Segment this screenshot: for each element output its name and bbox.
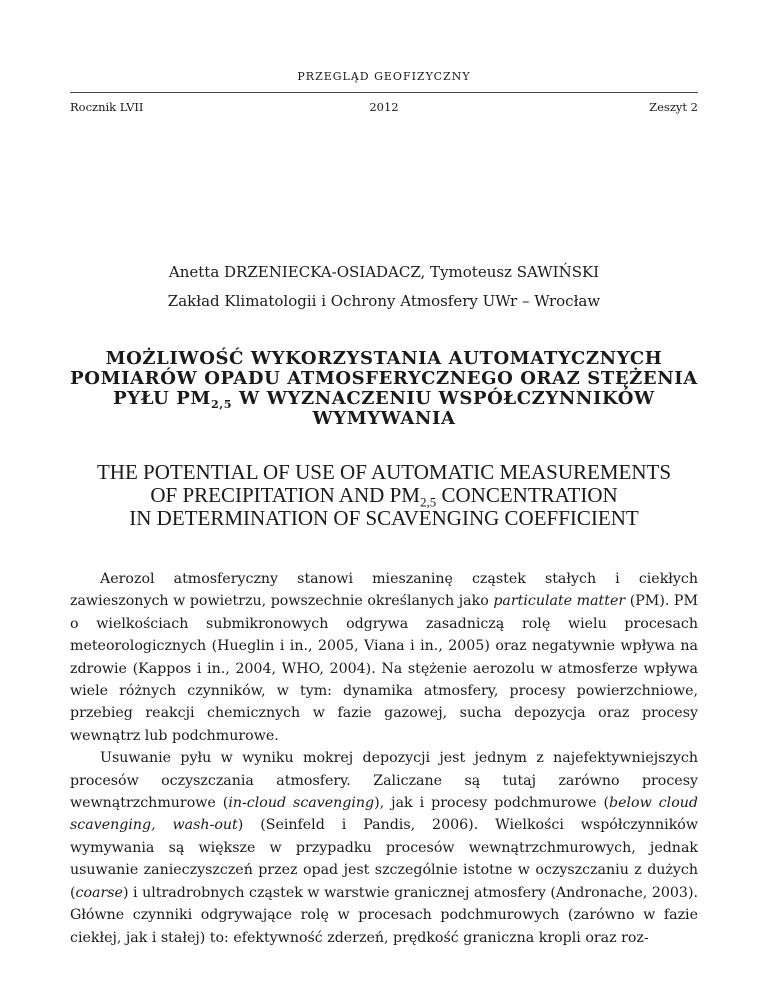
paragraph-text: ), jak i procesy podchmurowe ( [374,795,610,812]
title-pl-line: POMIARÓW OPADU ATMOSFERYCZNEGO ORAZ STĘŻENIA [70,368,698,389]
year-label: 2012 [369,100,399,114]
article-body [70,568,698,949]
paragraph-text: (PM). PM o wielkościach submikronowych odgrywa zasadniczą rolę wielu procesach meteorologicznych (Hueglin i in., 2005, Viana i in., 2005) oraz negatywnie wpływa na zdrowie (Kappos i in., 2004, WHO, 2004). Na stężenie aerozolu w atmosferze wpływa wiele różnych czynników, w tym: dynamika atmosfery, procesy powierzchniowe, przebieg reakcji chemicznych w fazie gazowej, sucha depozycja oraz procesy wewnątrz lub podchmurowe. [70,593,699,744]
paragraph-text: ) i ultradrobnych cząstek w warstwie granicznej atmosfery (Andronache, 2003). Główne czynniki odgrywające rolę w procesach podchmurowych (zarówno w fazie ciekłej, jak i stałej) to: efektywność zderzeń, prędkość graniczna kropli oraz roz- [70,884,698,946]
title-pl-subscript: 2,5 [210,397,233,411]
paragraph [70,747,698,949]
title-pl-text: PYŁU PM [113,388,211,409]
title-polish [70,349,698,429]
paragraph-text: ) (Seinfeld i Pandis, 2006). Wielkości współczynników wymywania są większe w przypadku procesów wewnątrzchmurowych, jednak usuwanie zanieczyszczeń przez opad jest szczególnie istotne w oczyszczaniu z dużych ( [70,817,698,901]
issue-info [70,100,698,116]
journal-name: PRZEGLĄD GEOFIZYCZNY [297,70,471,83]
paragraph-italic: below cloud scavenging, wash-out [70,795,698,834]
paragraph [70,568,698,747]
title-english [70,461,698,530]
volume-label: Rocznik LVII [70,100,144,114]
affiliation: Zakład Klimatologii i Ochrony Atmosfery UWr – Wrocław [167,292,601,310]
issue-label: Zeszyt 2 [649,100,698,114]
title-pl-line: MOŻLIWOŚĆ WYKORZYSTANIA AUTOMATYCZNYCH [105,348,663,369]
header-rule [70,92,698,93]
title-en-text: CONCENTRATION [436,483,618,507]
title-en-line: IN DETERMINATION OF SCAVENGING COEFFICIENT [129,506,639,530]
title-en-line [70,483,698,510]
title-pl-line [70,389,698,409]
paragraph-italic: particulate matter [493,593,626,610]
paragraph-text: Aerozol atmosferyczny stanowi mieszaninę cząstek stałych i ciekłych zawieszonych w powietrzu, powszechnie określanych jako [70,571,698,610]
paragraph-text: Usuwanie pyłu w wyniku mokrej depozycji jest jednym z najefektywniejszych procesów oczyszczania atmosfery. Zaliczane są tutaj zarówno procesy wewnątrzchmurowe ( [70,750,698,812]
title-pl-line: WYMYWANIA [312,408,456,429]
paragraph-italic: in-cloud scavenging [228,795,375,812]
paragraph-italic: coarse [75,884,123,901]
title-pl-text: W WYZNACZENIU WSPÓŁCZYNNIKÓW [232,388,655,409]
title-en-text: OF PRECIPITATION AND PM [150,483,420,507]
title-en-line: THE POTENTIAL OF USE OF AUTOMATIC MEASUREMENTS [96,460,672,484]
authors: Anetta DRZENIECKA-OSIADACZ, Tymoteusz SAWIŃSKI [168,263,600,281]
title-en-subscript: 2,5 [419,494,437,510]
